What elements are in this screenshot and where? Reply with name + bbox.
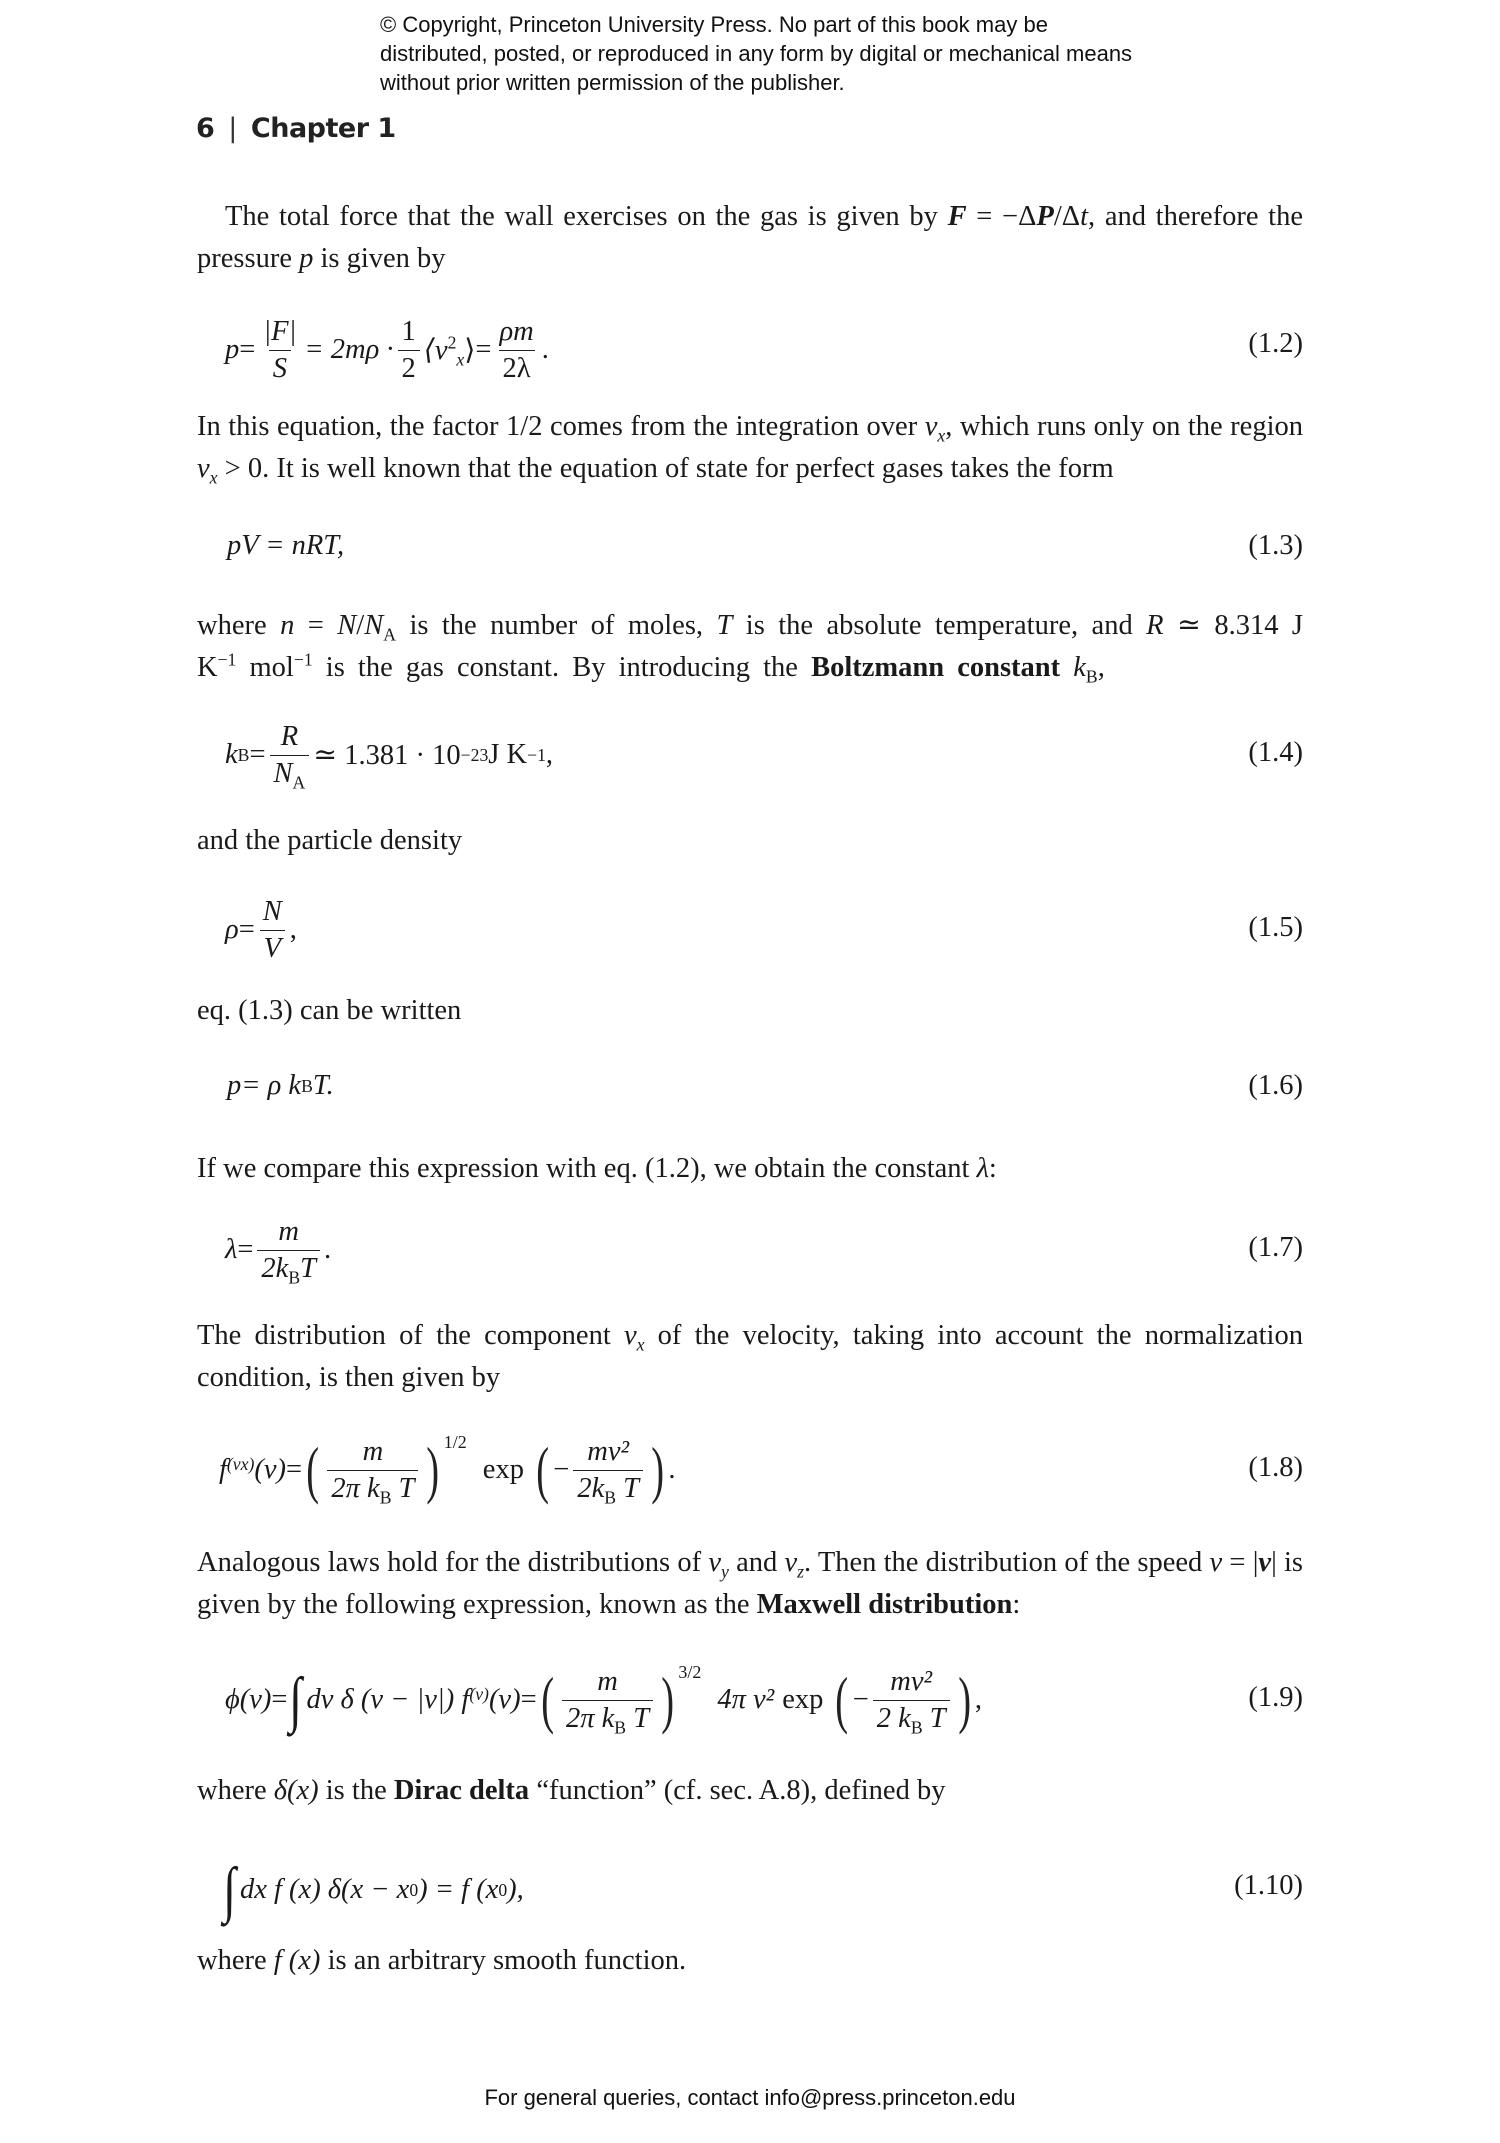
chapter-label: Chapter 1 xyxy=(250,113,396,144)
equation-1-8: f $^{(vx)}$ (v) = ( $\frac{m}{2\pi k_B T}$ ) 1/2 exp ( − $\frac{\text{mv²}}{2k_B T}$ ) . (1.8) xyxy=(219,1431,1303,1508)
page-number: 6 xyxy=(196,113,215,144)
equation-number: (1.5) xyxy=(1248,912,1303,943)
paragraph-moles: where $n = N/N_A$ is the number of moles, T is the absolute temperature, and R ≃ 8.314 J $K^{-1}$ mol$^{-1}$ is the gas constant. By introducing the Boltzmann constant $k_B$, xyxy=(197,610,1303,687)
paragraph-maxwell: Analogous laws hold for the distributions of $v_y$ and $v_z$. Then the distribution of the speed v = |v| is given by the following expression, known as the Maxwell distribution: xyxy=(197,1547,1304,1620)
paragraph-smooth-function: where f (x) is an arbitrary smooth function. xyxy=(197,1945,687,1976)
equation-number: (1.9) xyxy=(1248,1682,1303,1713)
term-dirac-delta: Dirac delta xyxy=(393,1775,530,1806)
integral-sign: ∫ xyxy=(223,1856,236,1924)
equation-1-9: ϕ(v) = ∫ dv δ (v − |v|) f $^{(v)}$ (v) = ( $\frac{m}{2\pi k_B T}$ ) 3/2 4π v² exp ( − $\frac{\text{mv²}}{2 k_B T}$ ) , (1.9) xyxy=(225,1661,1303,1738)
running-head-separator: | xyxy=(228,113,237,144)
running-head xyxy=(196,113,396,144)
term-maxwell-distribution: Maxwell distribution xyxy=(756,1589,1013,1620)
paragraph-factor-half: In this equation, the factor 1/2 comes from the integration over $v_x$, which runs only on the region $v_x > 0$. It is well known that the equation of state for perfect gases takes the form xyxy=(197,411,1303,488)
equation-1-5: ρ = $\frac{N}{V}$ , (1.5) xyxy=(197,890,1303,970)
equation-number: (1.8) xyxy=(1248,1452,1303,1483)
equation-1-7: λ = $\frac{m}{2k_BT}$ . (1.7) xyxy=(225,1215,1303,1288)
paragraph-eq-written: eq. (1.3) can be written xyxy=(197,995,462,1026)
copyright-notice: © Copyright, Princeton University Press. No part of this book may be distributed, posted, or reproduced in any form by digital or mechanical means without prior written permission of the publisher. xyxy=(380,12,1133,95)
equation-number: (1.2) xyxy=(1248,328,1303,359)
paragraph-compare: If we compare this expression with eq. (1.2), we obtain the constant λ: xyxy=(197,1153,997,1184)
equation-1-4: k B = $\frac{R}{N_A}$ ≃ 1.381 · 10 −23 J K −1 , (1.4) xyxy=(225,720,1303,793)
equation-number: (1.10) xyxy=(1234,1870,1303,1901)
equation-number: (1.6) xyxy=(1248,1070,1303,1101)
equation-1-3: pV = nRT, (1.3) xyxy=(227,530,1303,561)
equation-number: (1.4) xyxy=(1248,737,1303,768)
equation-1-10: ∫ dx f (x) δ(x − x 0 ) = f (x 0 ), (1.10) xyxy=(223,1856,1303,1924)
integral-sign: ∫ xyxy=(289,1666,303,1734)
paragraph-particle-density: and the particle density xyxy=(197,825,463,856)
equation-number: (1.7) xyxy=(1248,1232,1303,1263)
equation-1-2: p = $\frac{|F|}{S}$ = 2mρ · $\frac{1}{2}$ $⟨v^2_x⟩$ = $\frac{\rho m}{2\lambda}$ . (1.2) xyxy=(197,310,1303,390)
footer-contact: For general queries, contact info@press.princeton.edu xyxy=(484,2085,1016,2110)
paragraph-force: The total force that the wall exercises on the gas is given by F = −ΔP/Δt, and therefore the pressure p is given by xyxy=(197,201,1303,274)
term-boltzmann-constant: Boltzmann constant xyxy=(811,652,1061,683)
equation-number: (1.3) xyxy=(1248,530,1303,561)
paragraph-dirac-delta: where δ(x) is the Dirac delta “function” (cf. sec. A.8), defined by xyxy=(197,1775,946,1806)
equation-1-6: p = ρ k B T. (1.6) xyxy=(227,1070,1303,1101)
paragraph-distribution-component: The distribution of the component $v_x$ of the velocity, taking into account the normalization condition, is then given by xyxy=(197,1320,1303,1393)
